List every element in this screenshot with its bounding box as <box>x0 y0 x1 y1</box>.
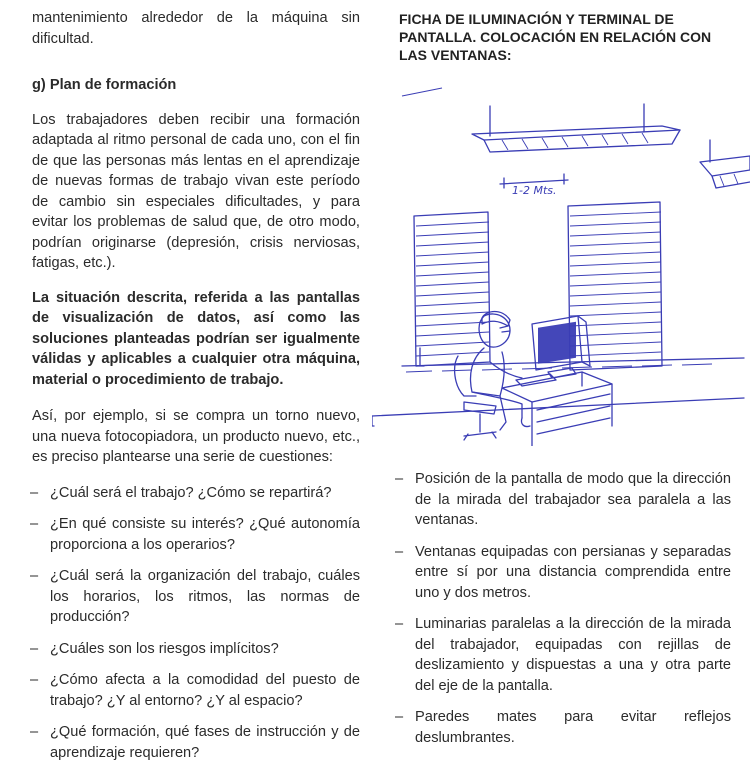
ceiling-luminaire-icon <box>472 104 680 152</box>
continuation-text: mantenimiento alrededor de la máquina sin dificultad. <box>32 10 360 47</box>
example-paragraph: Así, por ejemplo, si se compra un torno nuevo, una nueva fotocopiadora, un producto nuevo, etc., es preciso plantearse una serie de cuestiones: <box>32 408 360 465</box>
window-blinds-icon <box>414 212 490 366</box>
window-blinds-icon <box>568 202 662 370</box>
bold-paragraph: La situación descrita, referida a las pantallas de visualización de datos, así como las soluciones planteadas podrían ser igualmente válidas y aplicables a cualquier otra máquina, material o procedimiento de trabajo. <box>32 289 360 388</box>
list-item: – Ventanas equipadas con persianas y separadas entre sí por una distancia comprendida entre uno y dos metros. <box>395 543 731 601</box>
left-column <box>32 8 360 774</box>
questions-list <box>32 483 360 764</box>
list-item: – ¿Qué formación, qué fases de instrucción y de aprendizaje requieren? <box>30 724 360 761</box>
figure-title: FICHA DE ILUMINACIÓN Y TERMINAL DE PANTALLA. COLOCACIÓN EN RELACIÓN CON LAS VENTANAS: <box>399 11 712 63</box>
list-item: – ¿En qué consiste su interés? ¿Qué autonomía proporciona a los operarios? <box>30 516 360 553</box>
recommendations-list <box>397 469 731 748</box>
workstation-illustration <box>372 66 750 446</box>
wall-sketch-line <box>402 88 442 96</box>
floor-line <box>372 398 744 416</box>
list-item: – Luminarias paralelas a la dirección de la mirada del trabajador, equipadas con rejillas de deslizamiento y dispuestas a una y otra parte del eje de la pantalla. <box>395 616 731 694</box>
training-paragraph: Los trabajadores deben recibir una formación adaptada al ritmo personal de cada uno, con el fin de que las personas más lentas en el aprendizaje de nuevas formas de trabajo vivan este período de cambio sin especiales dificultades, y para evitar los problemas de salud que, de otro modo, podrían originarse (depresión, crisis nerviosas, fatigas, etc.). <box>32 111 360 271</box>
section-heading: g) Plan de formación <box>32 77 177 93</box>
distance-label: 1-2 Mts. <box>512 184 557 197</box>
list-item: – Paredes mates para evitar reflejos deslumbrantes. <box>395 709 731 746</box>
chair-icon <box>455 356 496 440</box>
right-column-header <box>399 10 729 64</box>
list-item: – Posición de la pantalla de modo que la dirección de la mirada del trabajador sea paralela a las ventanas. <box>395 471 731 528</box>
list-item: – ¿Cuáles son los riesgos implícitos? <box>30 640 279 657</box>
list-item: – ¿Cuál será el trabajo? ¿Cómo se repartirá? <box>30 484 332 501</box>
list-item: – ¿Cuál será la organización del trabajo, cuáles los horarios, los ritmos, las normas de producción? <box>30 568 360 625</box>
list-item: – ¿Cómo afecta a la comodidad del puesto de trabajo? ¿Y al entorno? ¿Y al espacio? <box>30 672 360 709</box>
ceiling-luminaire-icon <box>700 140 750 188</box>
right-column-list <box>397 469 731 759</box>
